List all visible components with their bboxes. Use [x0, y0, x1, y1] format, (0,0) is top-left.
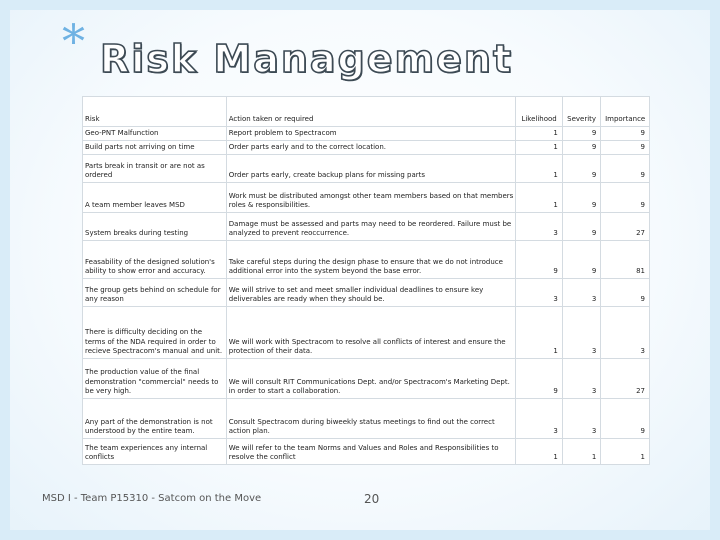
importance-cell: 9 — [601, 154, 650, 182]
table-row — [83, 438, 650, 464]
likelihood-cell: 1 — [516, 126, 563, 140]
importance-cell: 9 — [601, 182, 650, 212]
risk-cell: Parts break in transit or are not as ordered — [83, 154, 227, 182]
header-likelihood: Likelihood — [516, 97, 563, 127]
risk-cell: Any part of the demonstration is not understood by the entire team. — [83, 398, 227, 438]
action-cell: Report problem to Spectracom — [226, 126, 516, 140]
slide-title: Risk Management — [100, 37, 514, 81]
table-row — [83, 398, 650, 438]
severity-cell: 9 — [562, 140, 600, 154]
risk-table — [82, 96, 650, 465]
severity-cell: 3 — [562, 306, 600, 358]
bullet-star-icon: * — [62, 14, 85, 68]
importance-cell: 27 — [601, 212, 650, 240]
action-cell: Take careful steps during the design phase to ensure that we do not introduce additional error into the system beyond the base error. — [226, 240, 516, 278]
importance-cell: 9 — [601, 140, 650, 154]
risk-cell: The production value of the final demonstration "commercial" needs to be very high. — [83, 358, 227, 398]
action-cell: We will consult RIT Communications Dept. and/or Spectracom's Marketing Dept. in order to start a collaboration. — [226, 358, 516, 398]
severity-cell: 9 — [562, 182, 600, 212]
risk-cell: Geo-PNT Malfunction — [83, 126, 227, 140]
severity-cell: 1 — [562, 438, 600, 464]
severity-cell: 9 — [562, 126, 600, 140]
header-importance: Importance — [601, 97, 650, 127]
risk-cell: Build parts not arriving on time — [83, 140, 227, 154]
risk-cell: System breaks during testing — [83, 212, 227, 240]
header-action: Action taken or required — [226, 97, 516, 127]
risk-cell: The team experiences any internal conflicts — [83, 438, 227, 464]
importance-cell: 1 — [601, 438, 650, 464]
severity-cell: 9 — [562, 240, 600, 278]
table-header-row — [83, 97, 650, 127]
likelihood-cell: 9 — [516, 358, 563, 398]
importance-cell: 27 — [601, 358, 650, 398]
action-cell: Order parts early, create backup plans for missing parts — [226, 154, 516, 182]
severity-cell: 3 — [562, 358, 600, 398]
table-row — [83, 182, 650, 212]
risk-cell: There is difficulty deciding on the terms of the NDA required in order to recieve Spectracom's manual and unit. — [83, 306, 227, 358]
likelihood-cell: 1 — [516, 140, 563, 154]
importance-cell: 9 — [601, 278, 650, 306]
action-cell: Work must be distributed amongst other team members based on that members roles & responsibilities. — [226, 182, 516, 212]
risk-cell: The group gets behind on schedule for any reason — [83, 278, 227, 306]
importance-cell: 9 — [601, 398, 650, 438]
severity-cell: 3 — [562, 278, 600, 306]
likelihood-cell: 1 — [516, 438, 563, 464]
table-row — [83, 212, 650, 240]
table-row — [83, 140, 650, 154]
header-severity: Severity — [562, 97, 600, 127]
header-risk: Risk — [83, 97, 227, 127]
likelihood-cell: 9 — [516, 240, 563, 278]
severity-cell: 3 — [562, 398, 600, 438]
action-cell: Order parts early and to the correct location. — [226, 140, 516, 154]
risk-cell: A team member leaves MSD — [83, 182, 227, 212]
likelihood-cell: 3 — [516, 398, 563, 438]
likelihood-cell: 1 — [516, 182, 563, 212]
action-cell: We will refer to the team Norms and Values and Roles and Responsibilities to resolve the conflict — [226, 438, 516, 464]
table-row — [83, 154, 650, 182]
table-row — [83, 358, 650, 398]
action-cell: We will work with Spectracom to resolve all conflicts of interest and ensure the protection of their data. — [226, 306, 516, 358]
page-number: 20 — [364, 492, 380, 506]
table-row — [83, 240, 650, 278]
importance-cell: 9 — [601, 126, 650, 140]
table-row — [83, 278, 650, 306]
footer-course-label: MSD I - Team P15310 - Satcom on the Move — [42, 493, 262, 504]
table-row — [83, 306, 650, 358]
severity-cell: 9 — [562, 154, 600, 182]
risk-cell: Feasability of the designed solution's ability to show error and accuracy. — [83, 240, 227, 278]
severity-cell: 9 — [562, 212, 600, 240]
action-cell: We will strive to set and meet smaller individual deadlines to ensure key deliverables are ready when they should be. — [226, 278, 516, 306]
importance-cell: 81 — [601, 240, 650, 278]
table-row — [83, 126, 650, 140]
importance-cell: 3 — [601, 306, 650, 358]
likelihood-cell: 3 — [516, 278, 563, 306]
likelihood-cell: 3 — [516, 212, 563, 240]
action-cell: Consult Spectracom during biweekly status meetings to find out the correct action plan. — [226, 398, 516, 438]
likelihood-cell: 1 — [516, 154, 563, 182]
action-cell: Damage must be assessed and parts may need to be reordered. Failure must be analyzed to prevent reoccurrence. — [226, 212, 516, 240]
likelihood-cell: 1 — [516, 306, 563, 358]
